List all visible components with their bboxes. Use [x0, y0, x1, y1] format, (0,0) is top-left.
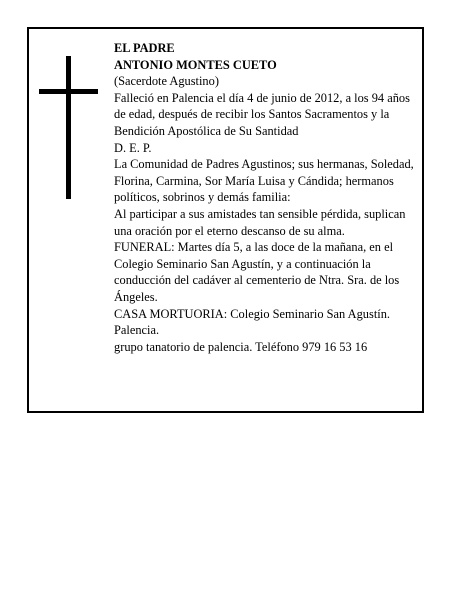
deceased-role: (Sacerdote Agustino) [114, 74, 219, 89]
casa-mortuoria: CASA MORTUORIA: Colegio Seminario San Agustín. Palencia. [114, 306, 390, 338]
deceased-name: ANTONIO MONTES CUETO [114, 57, 277, 72]
family-list: La Comunidad de Padres Agustinos; sus hermanas, Soledad, Florina, Carmina, Sor María Luisa y Cándida; hermanos políticos, sobrinos y demás familia: [114, 157, 414, 205]
prayer-request: Al participar a sus amistades tan sensible pérdida, suplican una oración por el eterno descanso de su alma. [114, 206, 406, 238]
cross-vertical-bar [66, 56, 71, 199]
rip-text: D. E. P. [114, 140, 152, 155]
cross-horizontal-bar [39, 89, 98, 94]
funeral-info: FUNERAL: Martes día 5, a las doce de la mañana, en el Colegio Seminario San Agustín, y a continuación la conducción del cadáver al cementerio de Ntra. Sra. de los Ángeles. [114, 240, 400, 304]
obituary-text [114, 40, 424, 355]
notice-title: EL PADRE [114, 41, 175, 55]
obituary-notice [27, 27, 424, 413]
funeral-home-contact: grupo tanatorio de palencia. Teléfono 979 16 53 16 [114, 339, 368, 354]
cross-icon [39, 56, 98, 199]
death-announcement: Falleció en Palencia el día 4 de junio de 2012, a los 94 años de edad, después de recibir los Santos Sacramentos y la Bendición Apostólica de Su Santidad [114, 90, 410, 138]
